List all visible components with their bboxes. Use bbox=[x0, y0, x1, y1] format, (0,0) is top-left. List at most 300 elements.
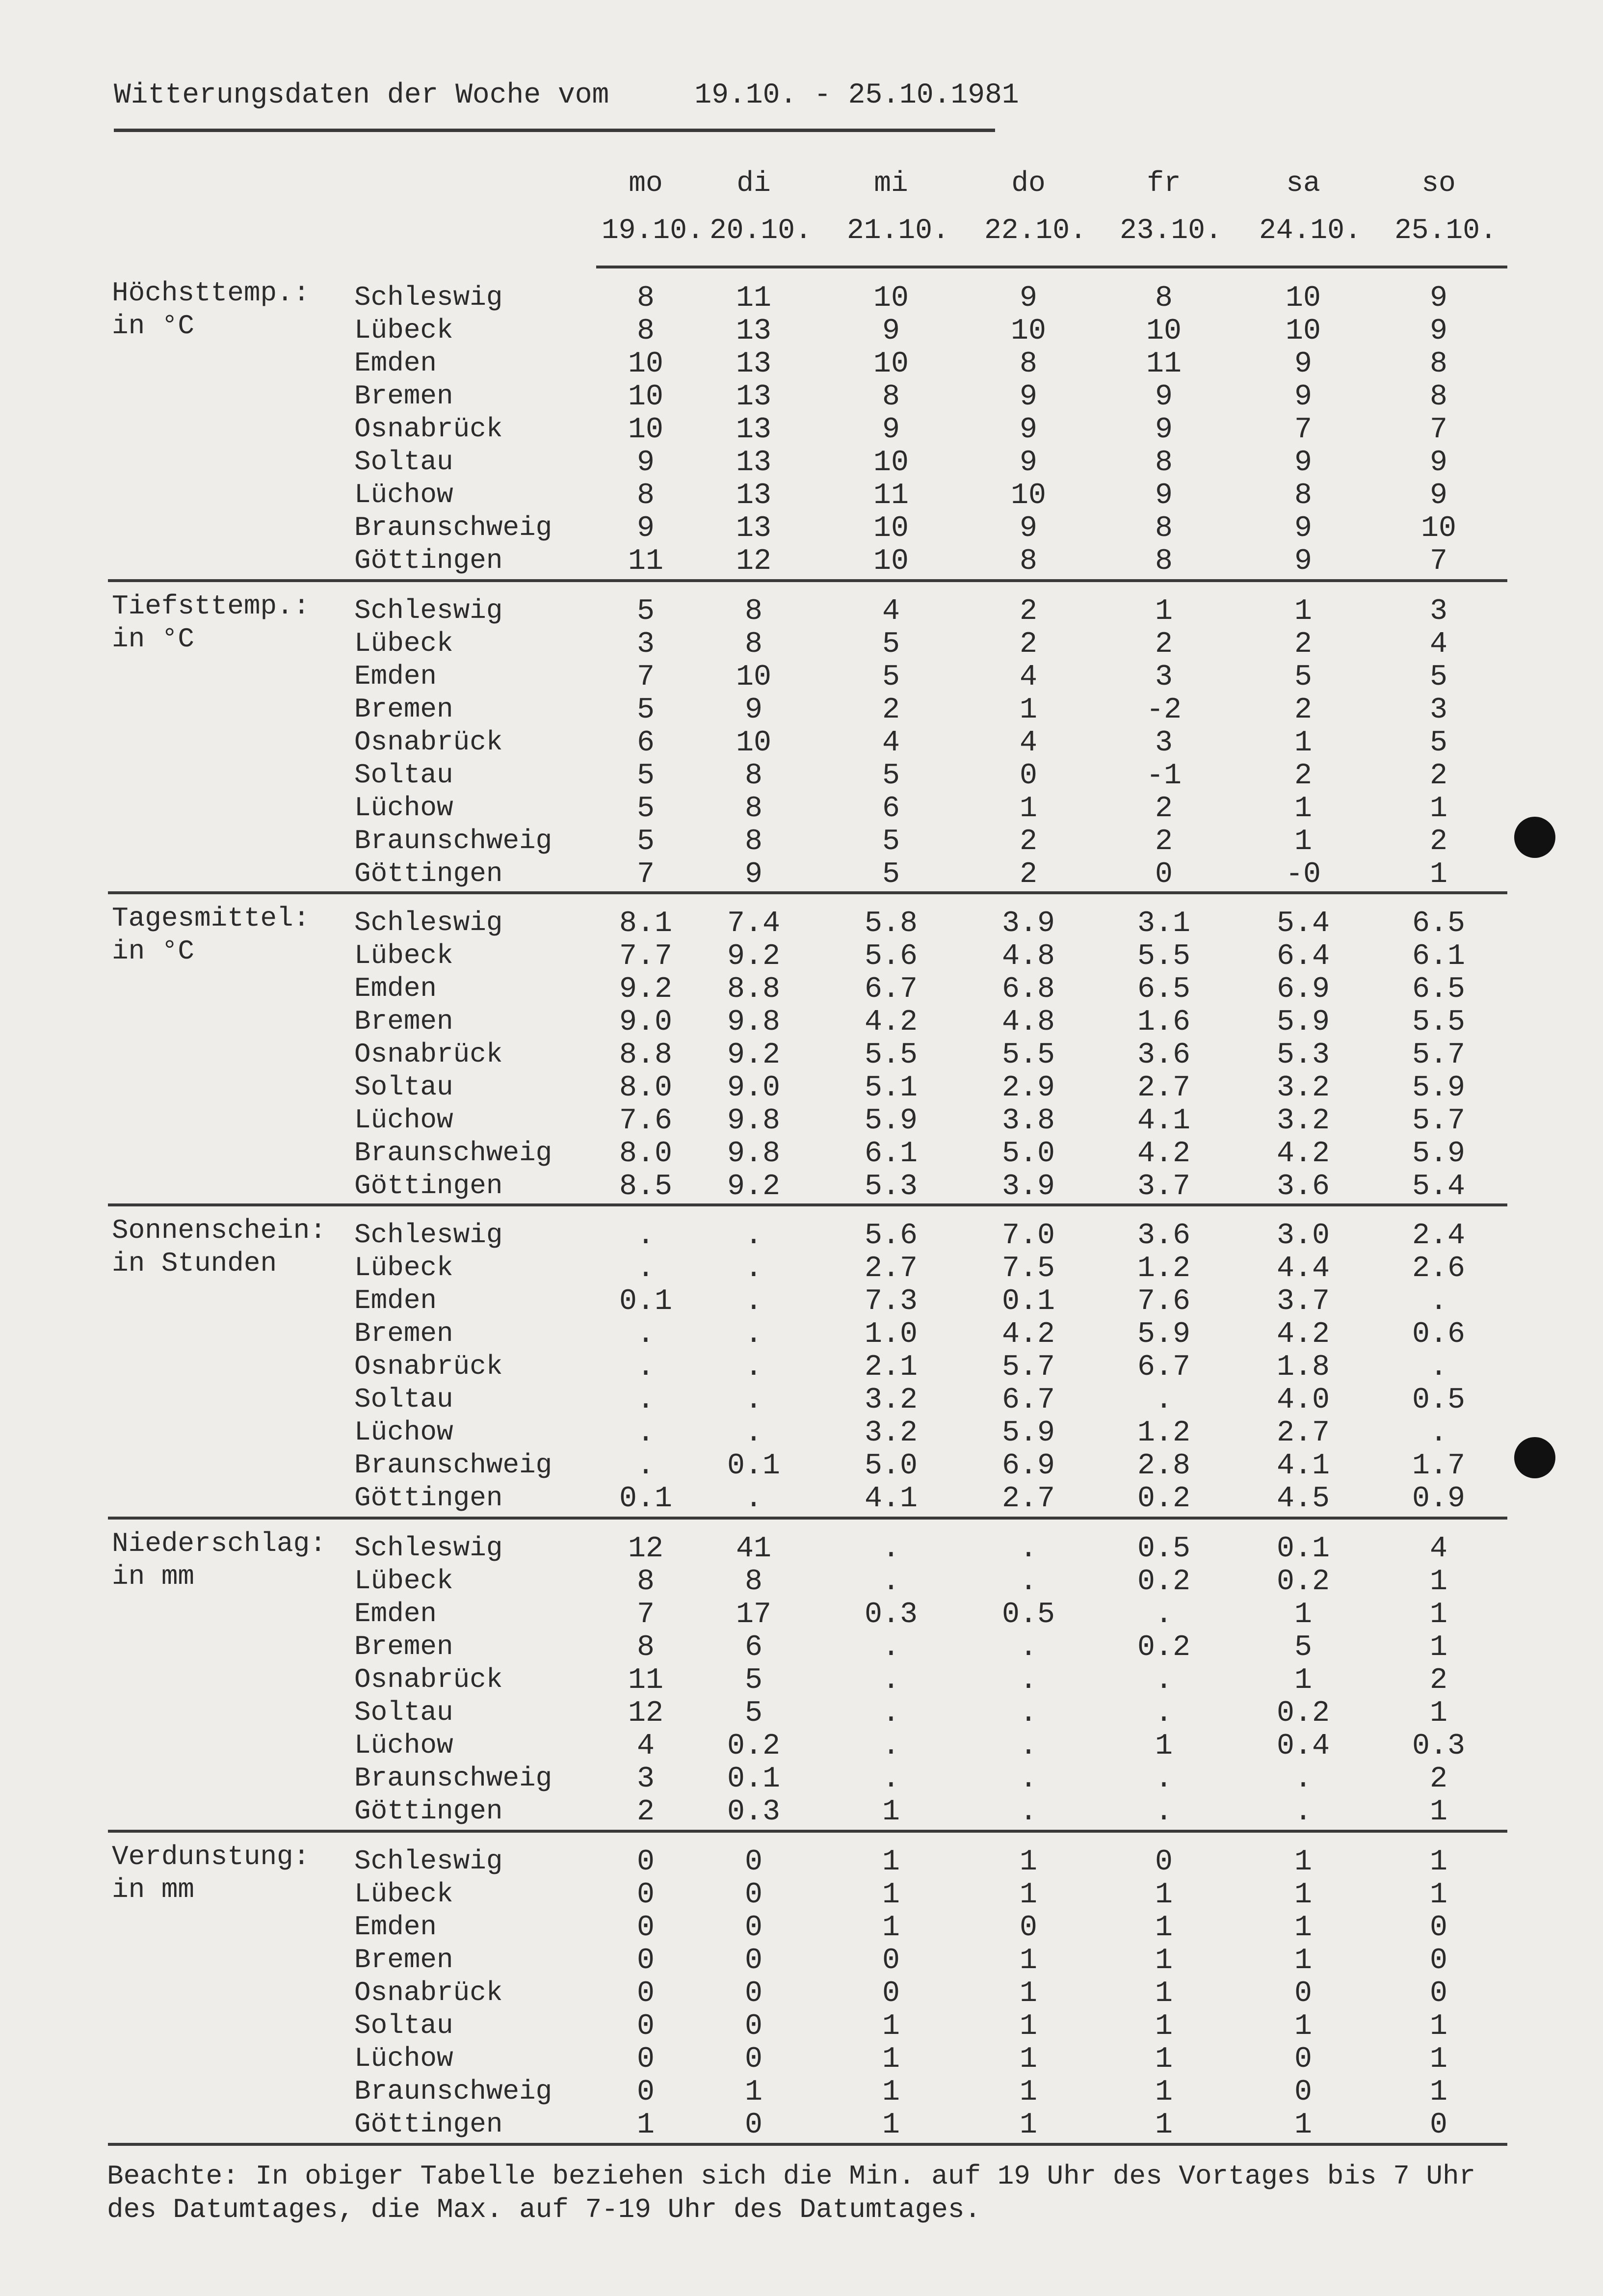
table-cell: 13 bbox=[736, 315, 771, 348]
table-cell: 2.7 bbox=[1276, 1416, 1330, 1450]
section-label: in Stunden bbox=[112, 1248, 277, 1279]
table-cell: 0 bbox=[1019, 759, 1037, 793]
table-cell: 0.2 bbox=[1276, 1697, 1330, 1730]
table-cell: 0 bbox=[744, 2010, 762, 2043]
table-cell: . bbox=[744, 1285, 762, 1318]
table-cell: . bbox=[744, 1219, 762, 1253]
day-date: 24.10. bbox=[1259, 215, 1362, 247]
table-cell: 2 bbox=[1155, 792, 1173, 826]
table-cell: 5.4 bbox=[1276, 907, 1330, 940]
station-name: Soltau bbox=[354, 446, 453, 478]
table-cell: 7.3 bbox=[864, 1285, 918, 1318]
table-cell: 1 bbox=[1019, 1944, 1037, 1977]
table-cell: 12 bbox=[628, 1697, 663, 1730]
section-rule bbox=[108, 1517, 1507, 1520]
table-cell: 4.2 bbox=[1276, 1318, 1330, 1351]
table-cell: 1 bbox=[1294, 1944, 1312, 1977]
table-cell: 8.8 bbox=[727, 973, 781, 1006]
table-cell: 5.5 bbox=[1001, 1039, 1055, 1072]
table-cell: 3 bbox=[636, 628, 655, 661]
table-cell: 0 bbox=[1155, 1845, 1173, 1879]
table-cell: 5 bbox=[1429, 661, 1447, 694]
table-cell: 0 bbox=[636, 1944, 655, 1977]
table-cell: 3 bbox=[1155, 661, 1173, 694]
table-cell: 5.7 bbox=[1412, 1104, 1466, 1138]
station-name: Schleswig bbox=[354, 1219, 503, 1251]
table-cell: 0 bbox=[744, 1878, 762, 1912]
table-cell: 2 bbox=[1019, 825, 1037, 858]
table-cell: 0.3 bbox=[864, 1598, 918, 1631]
table-cell: 9 bbox=[1019, 446, 1037, 480]
table-cell: 9.0 bbox=[727, 1071, 781, 1105]
table-cell: 5 bbox=[636, 759, 655, 793]
table-cell: . bbox=[1155, 1384, 1173, 1417]
station-name: Schleswig bbox=[354, 282, 503, 313]
station-name: Braunschweig bbox=[354, 825, 552, 856]
table-cell: 11 bbox=[628, 1664, 663, 1697]
station-name: Osnabrück bbox=[354, 726, 503, 758]
table-cell: 5.0 bbox=[864, 1449, 918, 1483]
table-cell: 0.1 bbox=[727, 1449, 781, 1483]
table-cell: 4 bbox=[1019, 726, 1037, 760]
table-cell: 1 bbox=[1019, 2076, 1037, 2109]
table-cell: . bbox=[1294, 1795, 1312, 1829]
table-cell: 9 bbox=[1155, 479, 1173, 512]
table-cell: 9 bbox=[882, 315, 900, 348]
table-cell: 8 bbox=[744, 595, 762, 628]
table-cell: 8 bbox=[636, 1631, 655, 1664]
table-cell: 0 bbox=[1429, 1977, 1447, 2010]
table-cell: 0 bbox=[744, 1911, 762, 1945]
table-cell: 0.2 bbox=[1276, 1565, 1330, 1599]
table-cell: 1 bbox=[1294, 595, 1312, 628]
table-cell: 1 bbox=[1155, 2109, 1173, 2142]
station-name: Schleswig bbox=[354, 1845, 503, 1877]
day-date: 23.10. bbox=[1120, 215, 1222, 247]
table-cell: 3.7 bbox=[1276, 1285, 1330, 1318]
table-cell: 6.7 bbox=[864, 973, 918, 1006]
table-cell: 5 bbox=[1294, 661, 1312, 694]
table-cell: 0 bbox=[636, 1911, 655, 1945]
station-name: Lüchow bbox=[354, 1730, 453, 1761]
table-cell: . bbox=[882, 1664, 900, 1697]
table-cell: 8 bbox=[744, 792, 762, 826]
table-cell: 6.5 bbox=[1137, 973, 1191, 1006]
table-cell: 0 bbox=[744, 1944, 762, 1977]
table-cell: 10 bbox=[628, 380, 663, 414]
table-cell: 3.6 bbox=[1137, 1219, 1191, 1253]
footnote-line-2: des Datumtages, die Max. auf 7-19 Uhr des Datumtages. bbox=[107, 2194, 981, 2225]
table-cell: 10 bbox=[736, 726, 771, 760]
table-cell: 9 bbox=[1294, 545, 1312, 578]
table-cell: 1 bbox=[882, 2010, 900, 2043]
table-cell: -1 bbox=[1146, 759, 1182, 793]
header-rule bbox=[596, 266, 1507, 268]
station-name: Lüchow bbox=[354, 1104, 453, 1136]
table-cell: 0.2 bbox=[1137, 1631, 1191, 1664]
table-cell: 8 bbox=[1155, 512, 1173, 545]
table-cell: 4.8 bbox=[1001, 940, 1055, 973]
table-cell: 9 bbox=[1155, 413, 1173, 447]
table-cell: 1 bbox=[1294, 1664, 1312, 1697]
table-cell: 2.1 bbox=[864, 1351, 918, 1384]
table-cell: . bbox=[882, 1697, 900, 1730]
table-cell: 6.5 bbox=[1412, 973, 1466, 1006]
station-name: Bremen bbox=[354, 1631, 453, 1662]
station-name: Lübeck bbox=[354, 1565, 453, 1597]
station-name: Osnabrück bbox=[354, 1351, 503, 1382]
table-cell: 0 bbox=[744, 1845, 762, 1879]
section-rule bbox=[108, 579, 1507, 582]
table-cell: 5 bbox=[1429, 726, 1447, 760]
table-cell: 7 bbox=[636, 1598, 655, 1631]
table-cell: . bbox=[1155, 1697, 1173, 1730]
table-cell: 6.9 bbox=[1001, 1449, 1055, 1483]
station-name: Göttingen bbox=[354, 545, 503, 576]
table-cell: 1 bbox=[1429, 2010, 1447, 2043]
table-cell: 1 bbox=[1155, 2010, 1173, 2043]
table-cell: 7.0 bbox=[1001, 1219, 1055, 1253]
table-cell: 5.9 bbox=[1137, 1318, 1191, 1351]
table-cell: 1.6 bbox=[1137, 1006, 1191, 1039]
table-cell: 12 bbox=[736, 545, 771, 578]
table-cell: 0 bbox=[882, 1977, 900, 2010]
table-cell: 5 bbox=[882, 661, 900, 694]
table-cell: 9 bbox=[1429, 446, 1447, 480]
table-cell: 4 bbox=[1019, 661, 1037, 694]
table-cell: 2.8 bbox=[1137, 1449, 1191, 1483]
table-cell: . bbox=[744, 1482, 762, 1516]
table-cell: 4.0 bbox=[1276, 1384, 1330, 1417]
table-cell: 1.2 bbox=[1137, 1416, 1191, 1450]
table-cell: 4.2 bbox=[1001, 1318, 1055, 1351]
table-cell: . bbox=[636, 1318, 655, 1351]
table-cell: 0.2 bbox=[727, 1730, 781, 1763]
table-cell: 1 bbox=[1429, 1565, 1447, 1599]
section-label: Tiefsttemp.: bbox=[112, 590, 310, 622]
table-cell: 10 bbox=[873, 545, 909, 578]
table-cell: 1 bbox=[1294, 2010, 1312, 2043]
table-cell: . bbox=[636, 1219, 655, 1253]
table-cell: 2.7 bbox=[1001, 1482, 1055, 1516]
station-name: Göttingen bbox=[354, 2109, 503, 2140]
table-cell: 5.5 bbox=[1137, 940, 1191, 973]
section-label: Sonnenschein: bbox=[112, 1215, 326, 1246]
table-cell: 3.2 bbox=[1276, 1104, 1330, 1138]
table-cell: 0 bbox=[636, 1845, 655, 1879]
table-cell: 0 bbox=[636, 2076, 655, 2109]
table-cell: . bbox=[636, 1416, 655, 1450]
table-cell: 13 bbox=[736, 512, 771, 545]
table-cell: 9.8 bbox=[727, 1104, 781, 1138]
table-cell: 0 bbox=[744, 2109, 762, 2142]
table-cell: 9.2 bbox=[727, 1039, 781, 1072]
day-name: sa bbox=[1286, 168, 1320, 200]
section-label: in mm bbox=[112, 1561, 195, 1592]
table-cell: 5.0 bbox=[1001, 1137, 1055, 1171]
section-label: in °C bbox=[112, 623, 195, 655]
table-cell: 9 bbox=[1294, 380, 1312, 414]
station-name: Lüchow bbox=[354, 1416, 453, 1448]
section-label: Höchsttemp.: bbox=[112, 277, 310, 309]
table-cell: 3.2 bbox=[864, 1416, 918, 1450]
station-name: Emden bbox=[354, 347, 437, 379]
table-cell: 1 bbox=[1294, 1598, 1312, 1631]
table-cell: . bbox=[1294, 1762, 1312, 1796]
station-name: Lübeck bbox=[354, 315, 453, 346]
table-cell: 1 bbox=[1294, 1845, 1312, 1879]
table-cell: 0 bbox=[1294, 2043, 1312, 2076]
table-cell: 2.9 bbox=[1001, 1071, 1055, 1105]
table-cell: 9 bbox=[1019, 380, 1037, 414]
table-cell: 1 bbox=[1429, 1598, 1447, 1631]
table-cell: 2 bbox=[1429, 759, 1447, 793]
station-name: Braunschweig bbox=[354, 1449, 552, 1481]
table-cell: 3.8 bbox=[1001, 1104, 1055, 1138]
table-cell: 8 bbox=[1429, 347, 1447, 381]
table-cell: 4.2 bbox=[1276, 1137, 1330, 1171]
table-cell: 11 bbox=[628, 545, 663, 578]
table-cell: 10 bbox=[628, 347, 663, 381]
table-cell: 5.9 bbox=[1412, 1137, 1466, 1171]
table-cell: . bbox=[1019, 1664, 1037, 1697]
table-cell: 8 bbox=[882, 380, 900, 414]
table-cell: 1 bbox=[636, 2109, 655, 2142]
table-cell: 11 bbox=[1146, 347, 1182, 381]
table-cell: 5 bbox=[1294, 1631, 1312, 1664]
table-cell: 0.5 bbox=[1412, 1384, 1466, 1417]
table-cell: 9.2 bbox=[727, 1170, 781, 1203]
table-cell: . bbox=[882, 1730, 900, 1763]
table-cell: . bbox=[1019, 1532, 1037, 1566]
table-cell: 6.1 bbox=[1412, 940, 1466, 973]
section-label: in mm bbox=[112, 1874, 195, 1905]
table-cell: 8 bbox=[1019, 545, 1037, 578]
table-cell: 4 bbox=[1429, 628, 1447, 661]
table-cell: 5.3 bbox=[1276, 1039, 1330, 1072]
table-cell: . bbox=[636, 1449, 655, 1483]
station-name: Soltau bbox=[354, 1384, 453, 1415]
table-cell: . bbox=[882, 1631, 900, 1664]
day-date: 20.10. bbox=[710, 215, 812, 247]
table-cell: 0.1 bbox=[619, 1285, 673, 1318]
day-name: fr bbox=[1147, 168, 1181, 200]
table-cell: 9.2 bbox=[727, 940, 781, 973]
table-cell: 6 bbox=[882, 792, 900, 826]
table-cell: 7.6 bbox=[619, 1104, 673, 1138]
table-cell: 0.5 bbox=[1001, 1598, 1055, 1631]
table-cell: 2.6 bbox=[1412, 1252, 1466, 1285]
table-cell: 6.4 bbox=[1276, 940, 1330, 973]
station-name: Bremen bbox=[354, 694, 453, 725]
table-cell: 0 bbox=[636, 2043, 655, 2076]
table-cell: 9 bbox=[882, 413, 900, 447]
table-cell: 8.8 bbox=[619, 1039, 673, 1072]
table-cell: . bbox=[1429, 1285, 1447, 1318]
table-cell: 5 bbox=[636, 792, 655, 826]
table-cell: 5 bbox=[636, 825, 655, 858]
table-cell: 1 bbox=[1155, 1730, 1173, 1763]
table-cell: 6 bbox=[636, 726, 655, 760]
day-name: so bbox=[1421, 168, 1456, 200]
station-name: Schleswig bbox=[354, 907, 503, 938]
table-cell: 41 bbox=[736, 1532, 771, 1566]
table-cell: 7 bbox=[1429, 413, 1447, 447]
table-cell: 5 bbox=[882, 825, 900, 858]
station-name: Osnabrück bbox=[354, 1039, 503, 1070]
table-cell: 2 bbox=[1429, 1762, 1447, 1796]
table-cell: . bbox=[882, 1762, 900, 1796]
table-cell: 9.8 bbox=[727, 1137, 781, 1171]
table-cell: 0 bbox=[1294, 1977, 1312, 2010]
table-cell: 1 bbox=[882, 2109, 900, 2142]
station-name: Schleswig bbox=[354, 595, 503, 626]
table-cell: 8 bbox=[744, 825, 762, 858]
table-cell: 5.1 bbox=[864, 1071, 918, 1105]
station-name: Lüchow bbox=[354, 2043, 453, 2074]
section-label: in °C bbox=[112, 935, 195, 967]
table-cell: 0.1 bbox=[619, 1482, 673, 1516]
table-cell: 1 bbox=[1155, 1878, 1173, 1912]
table-cell: 5 bbox=[744, 1664, 762, 1697]
table-cell: 4 bbox=[882, 595, 900, 628]
table-cell: 6.5 bbox=[1412, 907, 1466, 940]
table-cell: 0 bbox=[1019, 1911, 1037, 1945]
table-cell: 1 bbox=[1294, 726, 1312, 760]
station-name: Braunschweig bbox=[354, 512, 552, 543]
table-cell: 5.6 bbox=[864, 940, 918, 973]
table-cell: 9 bbox=[744, 694, 762, 727]
table-cell: 8 bbox=[744, 628, 762, 661]
table-cell: 1 bbox=[1294, 792, 1312, 826]
table-cell: 9 bbox=[636, 512, 655, 545]
table-cell: 4.5 bbox=[1276, 1482, 1330, 1516]
table-cell: 3.2 bbox=[1276, 1071, 1330, 1105]
table-cell: 0 bbox=[1429, 1944, 1447, 1977]
station-name: Osnabrück bbox=[354, 413, 503, 445]
table-cell: 10 bbox=[1285, 315, 1321, 348]
table-cell: . bbox=[882, 1532, 900, 1566]
table-cell: 3.7 bbox=[1137, 1170, 1191, 1203]
station-name: Soltau bbox=[354, 759, 453, 791]
table-cell: 1 bbox=[882, 1911, 900, 1945]
table-cell: 5.8 bbox=[864, 907, 918, 940]
table-cell: 8 bbox=[1019, 347, 1037, 381]
table-cell: 10 bbox=[1420, 512, 1456, 545]
table-cell: 11 bbox=[736, 282, 771, 315]
table-cell: . bbox=[636, 1252, 655, 1285]
table-cell: 13 bbox=[736, 347, 771, 381]
table-cell: . bbox=[1019, 1697, 1037, 1730]
table-cell: 0.3 bbox=[727, 1795, 781, 1829]
table-cell: . bbox=[744, 1416, 762, 1450]
station-name: Lübeck bbox=[354, 1252, 453, 1283]
table-cell: 6.9 bbox=[1276, 973, 1330, 1006]
table-cell: 10 bbox=[628, 413, 663, 447]
table-cell: 2 bbox=[636, 1795, 655, 1829]
table-cell: 1 bbox=[1429, 2076, 1447, 2109]
station-name: Soltau bbox=[354, 1697, 453, 1728]
table-cell: . bbox=[1019, 1730, 1037, 1763]
station-name: Braunschweig bbox=[354, 1137, 552, 1169]
table-cell: 1.2 bbox=[1137, 1252, 1191, 1285]
table-cell: 1 bbox=[1429, 2043, 1447, 2076]
section-rule bbox=[108, 1203, 1507, 1206]
table-cell: 7.7 bbox=[619, 940, 673, 973]
table-cell: 3.6 bbox=[1137, 1039, 1191, 1072]
table-cell: 9 bbox=[1294, 446, 1312, 480]
table-cell: 0.6 bbox=[1412, 1318, 1466, 1351]
table-cell: . bbox=[744, 1384, 762, 1417]
table-cell: 10 bbox=[873, 347, 909, 381]
table-cell: 1 bbox=[1019, 694, 1037, 727]
table-cell: 10 bbox=[736, 661, 771, 694]
table-cell: 2.7 bbox=[864, 1252, 918, 1285]
table-cell: 9 bbox=[1019, 413, 1037, 447]
table-cell: 8 bbox=[636, 479, 655, 512]
punch-hole bbox=[1514, 1437, 1555, 1478]
table-cell: 3.9 bbox=[1001, 1170, 1055, 1203]
table-cell: 1 bbox=[1294, 1911, 1312, 1945]
day-name: di bbox=[736, 168, 771, 200]
table-cell: 0.4 bbox=[1276, 1730, 1330, 1763]
table-cell: 13 bbox=[736, 446, 771, 480]
table-cell: 1 bbox=[882, 1795, 900, 1829]
table-cell: 10 bbox=[873, 512, 909, 545]
table-cell: 2.4 bbox=[1412, 1219, 1466, 1253]
table-cell: 8 bbox=[744, 759, 762, 793]
table-cell: 3.0 bbox=[1276, 1219, 1330, 1253]
table-cell: -2 bbox=[1146, 694, 1182, 727]
table-cell: 2 bbox=[1429, 1664, 1447, 1697]
station-name: Braunschweig bbox=[354, 1762, 552, 1794]
table-cell: 13 bbox=[736, 413, 771, 447]
day-name: do bbox=[1011, 168, 1046, 200]
table-cell: 1 bbox=[1429, 858, 1447, 891]
table-cell: 9 bbox=[1294, 347, 1312, 381]
table-cell: . bbox=[744, 1318, 762, 1351]
section-rule bbox=[108, 891, 1507, 894]
table-cell: 1 bbox=[1155, 2076, 1173, 2109]
table-cell: 4.2 bbox=[1137, 1137, 1191, 1171]
table-cell: 5 bbox=[636, 595, 655, 628]
table-cell: 3.1 bbox=[1137, 907, 1191, 940]
day-date: 21.10. bbox=[847, 215, 949, 247]
station-name: Lübeck bbox=[354, 1878, 453, 1910]
station-name: Göttingen bbox=[354, 858, 503, 889]
station-name: Bremen bbox=[354, 1006, 453, 1037]
punch-hole bbox=[1514, 817, 1555, 858]
section-label: Verdunstung: bbox=[112, 1841, 310, 1872]
table-cell: . bbox=[1019, 1795, 1037, 1829]
station-name: Soltau bbox=[354, 2010, 453, 2041]
table-cell: 1 bbox=[1155, 1977, 1173, 2010]
table-cell: . bbox=[882, 1565, 900, 1599]
table-cell: 5.9 bbox=[864, 1104, 918, 1138]
table-cell: 1 bbox=[1155, 2043, 1173, 2076]
section-label: in °C bbox=[112, 310, 195, 342]
section-label: Niederschlag: bbox=[112, 1528, 326, 1559]
table-cell: 2 bbox=[1019, 595, 1037, 628]
station-name: Bremen bbox=[354, 1944, 453, 1976]
table-cell: 13 bbox=[736, 380, 771, 414]
table-cell: . bbox=[1019, 1565, 1037, 1599]
table-cell: 3 bbox=[1155, 726, 1173, 760]
table-cell: 2 bbox=[1155, 628, 1173, 661]
table-cell: 7.6 bbox=[1137, 1285, 1191, 1318]
day-name: mi bbox=[874, 168, 908, 200]
table-cell: 11 bbox=[873, 479, 909, 512]
